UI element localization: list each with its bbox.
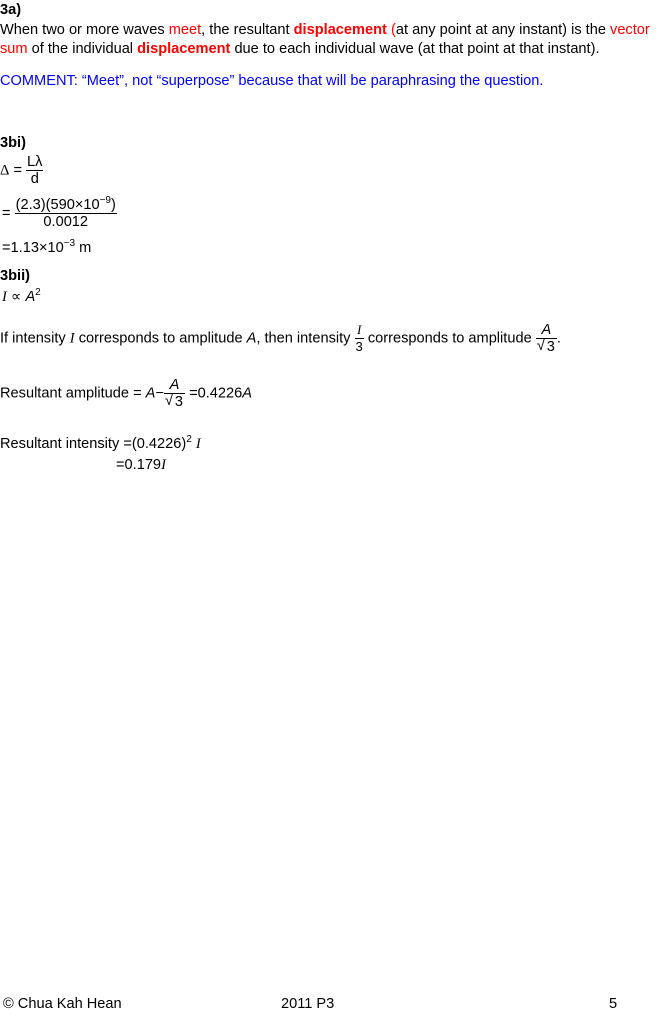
text: of the individual [27, 41, 138, 57]
keyword-sum: sum [0, 41, 28, 57]
equals: = [133, 385, 142, 402]
denominator: 3 [355, 339, 363, 354]
symbol-A: A [242, 385, 253, 402]
numerator: A [164, 377, 185, 394]
paragraph-3a-line2 [0, 41, 600, 57]
equals: = [123, 436, 132, 452]
equation-resultant-intensity-value [116, 457, 166, 474]
denominator: 0.0012 [43, 214, 89, 230]
heading-3a: 3a) [0, 2, 22, 18]
value: 0.4226 [197, 385, 243, 402]
equation-resultant-intensity [0, 436, 201, 453]
sqrt: √ 3 [164, 392, 184, 410]
text: at any point at any instant) is the [395, 22, 611, 38]
times: × [74, 197, 84, 213]
label: Resultant amplitude [0, 385, 129, 402]
heading-3bi: 3bi) [0, 135, 26, 151]
symbol-I: I [2, 289, 7, 305]
fraction-L-lambda-over-d [26, 154, 43, 187]
equals: = [2, 240, 11, 256]
keyword-vector: vector [610, 22, 650, 38]
exponent: 2 [186, 434, 192, 445]
radicand: 3 [546, 339, 555, 355]
proportional-symbol: ∝ [10, 289, 22, 305]
symbol-A: A [25, 289, 36, 305]
delta-symbol: Δ [0, 162, 10, 179]
text: When two or more waves [0, 22, 169, 38]
footer-page-number: 5 [609, 996, 618, 1012]
numerator: I [355, 322, 364, 339]
text: (2.3)(590 [15, 197, 75, 213]
exponent: −9 [99, 195, 111, 206]
exponent: 2 [35, 287, 41, 298]
numerator: A [536, 322, 557, 339]
text: corresponds to amplitude [367, 330, 532, 347]
comment-3a: COMMENT: “Meet”, not “superpose” because that will be paraphrasing the question. [0, 73, 544, 89]
unit: m [79, 240, 92, 256]
denominator [164, 394, 185, 410]
symbol-A: A [145, 385, 156, 402]
symbol-I: I [161, 457, 166, 473]
heading-3bii: 3bii) [0, 268, 30, 284]
keyword-displacement: displacement [293, 22, 387, 38]
text: due to each individual wave (at that point at that instant). [230, 41, 600, 57]
text: If intensity [0, 330, 70, 347]
equation-proportional [2, 288, 41, 306]
label: Resultant intensity [0, 436, 120, 452]
text: , the resultant [201, 22, 294, 38]
times: × [38, 240, 48, 256]
mantissa: 1.13 [10, 240, 39, 256]
exponent: −3 [63, 238, 76, 249]
minus: − [155, 385, 164, 402]
period: . [556, 330, 561, 347]
keyword-meet: meet [168, 22, 202, 38]
equals: = [13, 162, 22, 179]
fraction-A-over-root3 [536, 322, 557, 355]
equals: = [116, 457, 125, 473]
equation-substitution [2, 197, 117, 230]
equals: = [2, 205, 11, 222]
equation-resultant-amplitude [0, 377, 252, 410]
text: 10 [83, 197, 100, 213]
text: corresponds to amplitude [74, 330, 247, 347]
footer-paper: 2011 P3 [281, 996, 335, 1012]
fraction-I-over-3 [355, 322, 364, 355]
fraction-substitution [15, 197, 117, 230]
value: 0.179 [124, 457, 162, 473]
equation-fringe-spacing [0, 154, 43, 187]
footer-copyright: © Chua Kah Hean [3, 996, 122, 1012]
denominator: d [30, 171, 39, 187]
numerator [15, 197, 117, 214]
paren: ( [386, 22, 396, 38]
text: , then intensity [256, 330, 355, 347]
base: 10 [47, 240, 64, 256]
sqrt: √ 3 [536, 337, 555, 355]
symbol-A: A [246, 330, 257, 347]
paragraph-3a-line1 [0, 22, 650, 38]
sentence-intensity-amplitude [0, 322, 561, 355]
numerator: Lλ [27, 154, 43, 170]
equation-result [2, 240, 91, 256]
base: (0.4226) [131, 436, 187, 452]
symbol-I: I [69, 330, 75, 347]
keyword-displacement: displacement [137, 41, 231, 57]
fraction-A-over-root3 [164, 377, 185, 410]
symbol-I: I [195, 436, 201, 452]
denominator [536, 339, 557, 355]
radicand: 3 [174, 394, 184, 410]
text: ) [110, 197, 116, 213]
equals: = [189, 385, 198, 402]
